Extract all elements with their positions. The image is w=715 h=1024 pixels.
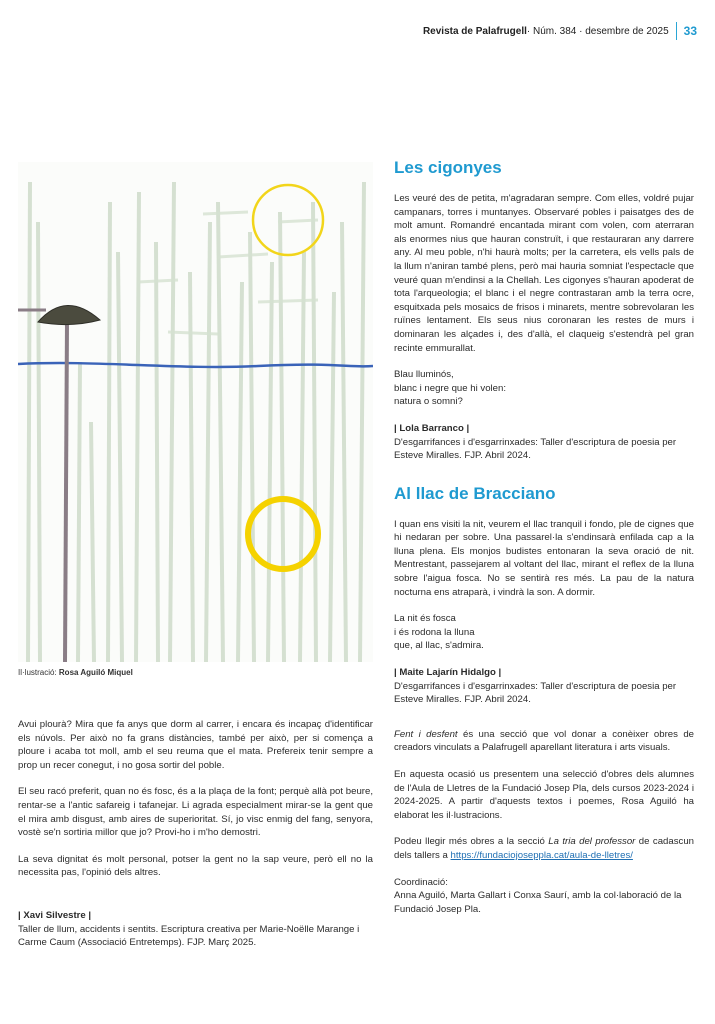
bracciano-body: I quan ens visiti la nit, veurem el llac tranquil i fondo, ple de cignes que hi nedaran per sobre. Una passarel·la s'endinsarà enfilada cap a la lluna plena. Els monjos budistes entonaran la seva oració de nit. Mentrestant, passejarem al voltant del llac, mirant el reflex de la lluna sobre l'aigua fosca. No se sentirà res més. La pau de la natura nocturna ens atraparà, i vindrà la son. A dormir. xyxy=(394,518,694,598)
cigonyes-credit: D'esgarrifances i d'esgarrinxades: Taller d'escriptura de poesia per Esteve Miralles. FJP. Abril 2024. xyxy=(394,436,677,462)
section-name: Fent i desfent xyxy=(394,728,458,740)
fundacio-link[interactable]: https://fundaciojoseppla.cat/aula-de-lletres/ xyxy=(450,849,633,861)
cigonyes-title: Les cigonyes xyxy=(394,158,502,177)
poem-line: Blau lluminós, xyxy=(394,369,454,381)
bracciano-author: | Maite Lajarín Hidalgo | xyxy=(394,667,502,679)
caption-author: Rosa Aguiló Miquel xyxy=(58,668,133,677)
pole xyxy=(65,322,67,662)
cigonyes-poem xyxy=(394,368,694,409)
section-selection: En aquesta ocasió us presentem una selecció d'obres dels alumnes de l'Aula de Lletres de la Fundació Josep Pla, dels cursos 2023-2024 i 2024-2025. A partir d'aquests textos i poemes, Rosa Aguiló ha elaborat les il·lustracions. xyxy=(394,769,694,821)
bracciano-credit: D'esgarrifances i d'esgarrinxades: Taller d'escriptura de poesia per Esteve Miralles. FJP. Abril 2024. xyxy=(394,680,677,706)
bracciano-poem xyxy=(394,612,694,653)
section-intro-text: és una secció que vol donar a conèixer obres de creadors vinculats a Palafrugell aparellant literatura i arts visuals. xyxy=(394,728,695,754)
poem-line: que, al llac, s'admira. xyxy=(394,640,484,652)
cigonyes-author: | Lola Barranco | xyxy=(394,422,470,434)
right-column xyxy=(394,158,694,929)
caption-label: Il·lustració: xyxy=(18,668,59,677)
coord-label: Coordinació: xyxy=(394,876,448,888)
story-author: | Xavi Silvestre | xyxy=(18,909,92,921)
issue-info: · Núm. 384 · desembre de 2025 xyxy=(526,25,669,37)
header-divider xyxy=(676,22,677,40)
left-column xyxy=(18,718,373,963)
poem-line: blanc i negre que hi volen: xyxy=(394,382,507,394)
poem-line: i és rodona la lluna xyxy=(394,626,475,638)
section-intro xyxy=(394,728,694,755)
coordination xyxy=(394,876,694,917)
magazine-name: Revista de Palafrugell xyxy=(422,25,527,37)
coord-names: Anna Aguiló, Marta Gallart i Conxa Saurí, amb la col·laboració de la Fundació Josep Pla. xyxy=(394,890,682,915)
story-paragraph: El seu racó preferit, quan no és fosc, és a la plaça de la font; perquè allà pot beure, rentar-se a l'antic safareig i tafanejar. Li agrada especialment mirar-se la gent que el mira amb disgust, amb aires de superioritat. Sí, jo visc enmig del fang, senyora, vostè se'n sortiria millor que jo? Provi-ho i m'ho demostri. xyxy=(18,786,373,839)
more-section-name: La tria del professor xyxy=(548,836,636,848)
section-more xyxy=(394,835,694,862)
more-text-mid: de cadascun dels tallers a xyxy=(394,836,694,861)
poem-line: natura o somni? xyxy=(394,396,463,408)
story-paragraph: Avui plourà? Mira que fa anys que dorm al carrer, i encara és incapaç d'identificar els núvols. Per això no fa grans distàncies, també per això, per si comença a ploure i acaba tot moll, amb el seu reuma que el mata. Prefereix tenir sempre a prop un recer conegut, i no gosa sortir del poble. xyxy=(18,719,373,771)
story-credit: Taller de llum, accidents i sentits. Escriptura creativa per Marie-Noëlle Marange i Carme Caum (Associació Entretemps). FJP. Març 2025. xyxy=(18,923,360,949)
poem-line: La nit és fosca xyxy=(394,613,456,625)
illustration-caption xyxy=(18,668,133,677)
illustration-artwork xyxy=(18,162,373,662)
bracciano-title: Al llac de Bracciano xyxy=(394,483,556,503)
page-number: 33 xyxy=(683,24,697,38)
page-header xyxy=(423,22,697,40)
more-text: Podeu llegir més obres a la secció xyxy=(394,836,549,848)
cigonyes-body: Les veuré des de petita, m'agradaran sempre. Com elles, voldré pujar campanars, torres i muntanyes. Observaré pobles i paisatges des de molt amunt. Romandré encantada mirant com volen, com aterraran als enormes nius que hauran construït, i que restauraran any darrere any. Al meu poble, n'hi haurà molts; per la carretera, els vells pals de la llum n'aniran també plens, però mai hauria somniat l'espectacle que veuré quan m'endinsi a la Chellah. Les cigonyes s'hauran apoderat de tota l'arqueologia; el blanc i el negre contrastaran amb la terra ocre, esquitxada pels mosaics de frisos i minarets, mentre sobrevolaran les ruïnes lentament. Els seus nius coronaran les restes de murs i dominaran les alçades i, des d'allà, el claqueig s'estendrà pel gran recinte emmurallat. xyxy=(394,193,694,354)
story-paragraph: La seva dignitat és molt personal, potser la gent no la sap veure, però ell no la necessita pas, l'opinió dels altres. xyxy=(18,853,373,879)
